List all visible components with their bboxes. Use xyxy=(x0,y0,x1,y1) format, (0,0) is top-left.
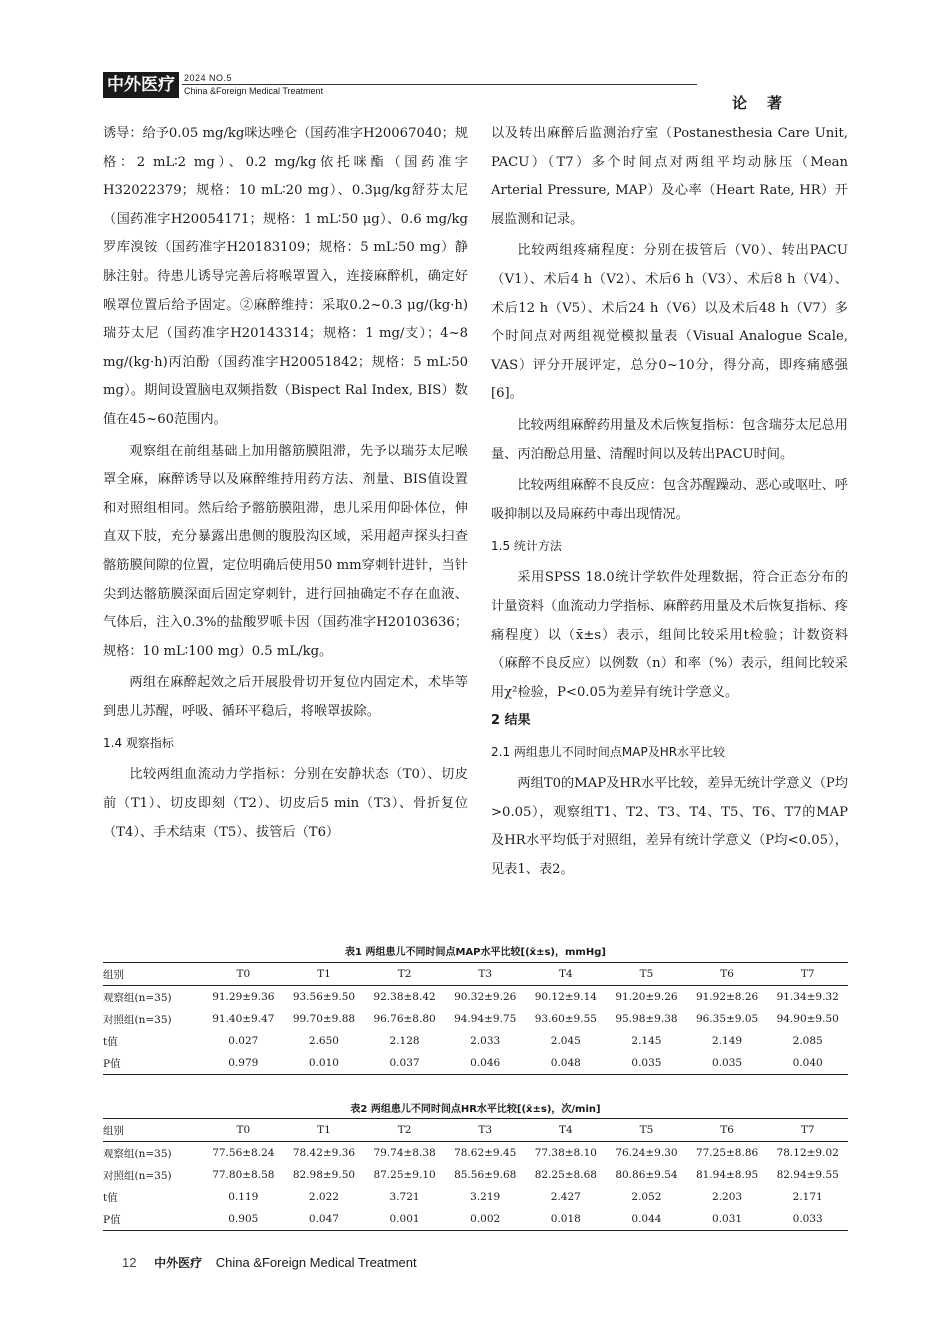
table-cell: 0.035 xyxy=(712,1057,743,1069)
table-cell: 0.048 xyxy=(550,1057,581,1069)
table-cell: 94.90±9.50 xyxy=(776,1013,839,1025)
table-cell: 0.046 xyxy=(470,1057,501,1069)
column-header: T5 xyxy=(639,1124,654,1136)
table2-caption: 表2 两组患儿不同时间点HR水平比较[(x̄±s)，次/min] xyxy=(350,1104,601,1115)
section-heading: 1.4 观察指标 xyxy=(103,736,174,751)
table-cell: 91.92±8.26 xyxy=(695,991,759,1003)
table2-hr xyxy=(103,1118,848,1231)
row-label: 观察组(n=35) xyxy=(103,1147,172,1160)
table-cell: 90.32±9.26 xyxy=(454,991,517,1003)
footer-journal-cn: 中外医疗 xyxy=(154,1256,203,1270)
table-row xyxy=(103,1030,848,1052)
body-paragraph: 诱导：给予0.05 mg/kg咪达唑仑（国药准字H20067040；规格：2 mL∶2 mg）、0.2 mg/kg依托咪酯（国药准字H32022379；规格：10 mL∶20 mg）、0.3μg/kg舒芬太尼（国药准字H20054171；规格：1 mL∶50 μg）、0.6 mg/kg罗库溴铵（国药准字H20183109；规格：5 mL∶50 mg）静脉注射。待患儿诱导完善后将喉罩置入，连接麻醉机，确定好喉罩位置后给予固定。②麻醉维持：采取0.2~0.3 μg/(kg·h)瑞芬太尼（国药准字H20143314；规格：1 mg/支）；4~8 mg/(kg·h)丙泊酚（国药准字H20051842；规格：5 mL∶50 mg）。期间设置脑电双频指数（Bispect Ral Index, BIS）数值在45~60范围内。 xyxy=(103,126,468,427)
table-cell: 82.98±9.50 xyxy=(292,1169,356,1181)
table-cell: 85.56±9.68 xyxy=(454,1169,517,1181)
column-header: T1 xyxy=(317,968,331,980)
body-paragraph: 比较两组血流动力学指标：分别在安静状态（T0）、切皮前（T1）、切皮即刻（T2）、切皮后5 min（T3）、骨折复位（T4）、手术结束（T5）、拔管后（T6） xyxy=(103,767,468,840)
table-cell: 0.035 xyxy=(631,1057,662,1069)
body-paragraph: 比较两组疼痛程度：分别在拔管后（V0）、转出PACU（V1）、术后4 h（V2）、术后6 h（V3）、术后8 h（V4）、术后12 h（V5）、术后24 h（V6）以及术后48 h（V7）多个时间点对两组视觉模拟量表（Visual Analogue Scale, VAS）评分开展评定，总分0~10分，得分高，即疼痛感强[6]。 xyxy=(491,243,848,402)
table-cell: 87.25±9.10 xyxy=(373,1169,436,1181)
row-label: t值 xyxy=(103,1191,118,1204)
table-cell: 0.047 xyxy=(308,1213,339,1225)
column-header: T3 xyxy=(478,1124,493,1136)
table-cell: 2.171 xyxy=(792,1191,823,1203)
table-cell: 82.25±8.68 xyxy=(534,1169,597,1181)
column-header: T7 xyxy=(800,1124,815,1136)
table-cell: 91.34±9.32 xyxy=(776,991,839,1003)
body-paragraph: 两组T0的MAP及HR水平比较，差异无统计学意义（P均>0.05），观察组T1、T2、T3、T4、T5、T6、T7的MAP及HR水平均低于对照组，差异有统计学意义（P均<0.05），见表1、表2。 xyxy=(491,776,848,878)
table-cell: 93.60±9.55 xyxy=(534,1013,597,1025)
table-row xyxy=(103,1142,848,1165)
issue-number: 2024 NO.5 xyxy=(184,73,233,83)
section-heading: 2.1 两组患儿不同时间点MAP及HR水平比较 xyxy=(491,745,726,760)
table1-map xyxy=(103,962,848,1075)
table-cell: 77.38±8.10 xyxy=(534,1147,597,1159)
table-cell: 2.149 xyxy=(712,1035,743,1047)
section-label: 论著 xyxy=(732,94,803,112)
table-cell: 2.085 xyxy=(792,1035,823,1047)
body-paragraph: 比较两组麻醉不良反应：包含苏醒躁动、恶心或呕吐、呼吸抑制以及局麻药中毒出现情况。 xyxy=(491,478,848,522)
table-cell: 91.40±9.47 xyxy=(212,1013,275,1025)
body-paragraph: 观察组在前组基础上加用髂筋膜阻滞，先予以瑞芬太尼喉罩全麻，麻醉诱导以及麻醉维持用药方法、剂量、BIS值设置和对照组相同。然后给予髂筋膜阻滞，患儿采用仰卧体位，伸直双下肢，充分暴露出患侧的腹股沟区域，采用超声探头扫查髂筋膜间隙的位置，定位明确后使用50 mm穿刺针进针，当针尖到达髂筋膜深面后固定穿刺针，进行回抽确定不存在血液、气体后，注入0.3%的盐酸罗哌卡因（国药准字H20103636；规格：10 mL∶100 mg）0.5 mL/kg。 xyxy=(103,443,468,659)
table-cell: 76.24±9.30 xyxy=(615,1147,678,1159)
table-row xyxy=(103,1186,848,1208)
table-cell: 2.045 xyxy=(550,1035,581,1047)
column-header: T7 xyxy=(800,968,815,980)
column-header: T2 xyxy=(397,968,412,980)
page-footer xyxy=(122,1254,417,1271)
table-cell: 95.98±9.38 xyxy=(615,1013,678,1025)
section-heading: 1.5 统计方法 xyxy=(491,539,562,554)
table1-caption: 表1 两组患儿不同时间点MAP水平比较[(x̄±s)，mmHg] xyxy=(345,947,606,958)
row-label: 对照组(n=35) xyxy=(103,1013,172,1026)
table-cell: 0.033 xyxy=(792,1213,823,1225)
table-cell: 0.031 xyxy=(712,1213,743,1225)
body-paragraph: 以及转出麻醉后监测治疗室（Postanesthesia Care Unit, PACU）（T7）多个时间点对两组平均动脉压（Mean Arterial Pressure, MAP）及心率（Heart Rate, HR）开展监测和记录。 xyxy=(491,126,848,227)
column-header: T6 xyxy=(720,1124,734,1136)
page-number: 12 xyxy=(122,1255,137,1270)
table-cell: 90.12±9.14 xyxy=(534,991,597,1003)
table-row xyxy=(103,1052,848,1075)
table-cell: 78.42±9.36 xyxy=(292,1147,356,1159)
table-row xyxy=(103,1008,848,1030)
table-cell: 79.74±8.38 xyxy=(373,1147,436,1159)
row-label: t值 xyxy=(103,1035,118,1048)
table-cell: 96.35±9.05 xyxy=(695,1013,759,1025)
table-cell: 78.12±9.02 xyxy=(776,1147,839,1159)
column-header: T0 xyxy=(236,968,251,980)
table-cell: 0.018 xyxy=(550,1213,581,1225)
table-cell: 0.037 xyxy=(389,1057,420,1069)
footer-journal-en: China &Foreign Medical Treatment xyxy=(215,1255,417,1270)
table-cell: 78.62±9.45 xyxy=(454,1147,517,1159)
column-header: T4 xyxy=(558,1124,573,1136)
table-cell: 82.94±9.55 xyxy=(776,1169,839,1181)
column-header: T4 xyxy=(558,968,573,980)
table-cell: 77.25±8.86 xyxy=(695,1147,759,1159)
table-cell: 0.027 xyxy=(228,1035,259,1047)
body-paragraph: 两组在麻醉起效之后开展股骨切开复位内固定术，术毕等到患儿苏醒，呼吸、循环平稳后，将喉罩拔除。 xyxy=(103,675,468,719)
left-text-column xyxy=(103,120,468,847)
journal-english-name: China &Foreign Medical Treatment xyxy=(184,86,324,96)
body-paragraph: 采用SPSS 18.0统计学软件处理数据，符合正态分布的计量资料（血流动力学指标、麻醉药用量及术后恢复指标、疼痛程度）以（x̄±s）表示，组间比较采用t检验；计数资料（麻醉不良反应）以例数（n）和率（%）表示，组间比较采用χ²检验，P<0.05为差异有统计学意义。 xyxy=(491,570,848,700)
table-cell: 0.044 xyxy=(631,1213,662,1225)
table-row xyxy=(103,1208,848,1231)
row-label: P值 xyxy=(103,1057,121,1070)
column-header: 组别 xyxy=(103,1124,124,1137)
table-cell: 0.040 xyxy=(792,1057,823,1069)
table-cell: 2.203 xyxy=(712,1191,743,1203)
table-cell: 0.002 xyxy=(470,1213,501,1225)
table-cell: 77.80±8.58 xyxy=(212,1169,275,1181)
table-cell: 96.76±8.80 xyxy=(373,1013,436,1025)
table-cell: 2.128 xyxy=(389,1035,420,1047)
table-cell: 0.001 xyxy=(389,1213,420,1225)
column-header: T6 xyxy=(720,968,734,980)
table-cell: 2.033 xyxy=(470,1035,501,1047)
table-cell: 0.010 xyxy=(308,1057,339,1069)
table-header-row xyxy=(103,1119,848,1142)
table-cell: 2.650 xyxy=(308,1035,339,1047)
table-row xyxy=(103,1164,848,1186)
column-header: 组别 xyxy=(103,968,124,981)
table-cell: 3.219 xyxy=(470,1191,501,1203)
column-header: T5 xyxy=(639,968,654,980)
body-paragraph: 比较两组麻醉药用量及术后恢复指标：包含瑞芬太尼总用量、丙泊酚总用量、清醒时间以及转出PACU时间。 xyxy=(491,417,848,462)
table-cell: 2.145 xyxy=(631,1035,662,1047)
table-cell: 91.20±9.26 xyxy=(615,991,678,1003)
column-header: T1 xyxy=(317,1124,331,1136)
table-cell: 92.38±8.42 xyxy=(373,991,436,1003)
issue-info xyxy=(184,72,324,96)
row-label: 对照组(n=35) xyxy=(103,1169,172,1182)
header-rule xyxy=(182,84,697,85)
table-header-row xyxy=(103,963,848,986)
table-cell: 99.70±9.88 xyxy=(292,1013,356,1025)
table-cell: 2.052 xyxy=(631,1191,662,1203)
table-cell: 91.29±9.36 xyxy=(212,991,275,1003)
section-heading: 2 结果 xyxy=(491,713,531,729)
row-label: P值 xyxy=(103,1213,121,1226)
table-cell: 2.427 xyxy=(550,1191,581,1203)
table-cell: 3.721 xyxy=(389,1191,420,1203)
table-cell: 77.56±8.24 xyxy=(212,1147,275,1159)
table-row xyxy=(103,986,848,1009)
table-cell: 2.022 xyxy=(308,1191,339,1203)
column-header: T0 xyxy=(236,1124,251,1136)
row-label: 观察组(n=35) xyxy=(103,991,172,1004)
table-cell: 0.905 xyxy=(228,1213,259,1225)
column-header: T3 xyxy=(478,968,493,980)
table-cell: 94.94±9.75 xyxy=(454,1013,517,1025)
table-cell: 0.979 xyxy=(228,1057,259,1069)
column-header: T2 xyxy=(397,1124,412,1136)
table-cell: 81.94±8.95 xyxy=(695,1169,759,1181)
table-cell: 80.86±9.54 xyxy=(615,1169,678,1181)
table-cell: 0.119 xyxy=(228,1191,259,1203)
journal-logo: 中外医疗 xyxy=(103,72,179,98)
right-text-column xyxy=(491,120,848,885)
table-cell: 93.56±9.50 xyxy=(292,991,356,1003)
